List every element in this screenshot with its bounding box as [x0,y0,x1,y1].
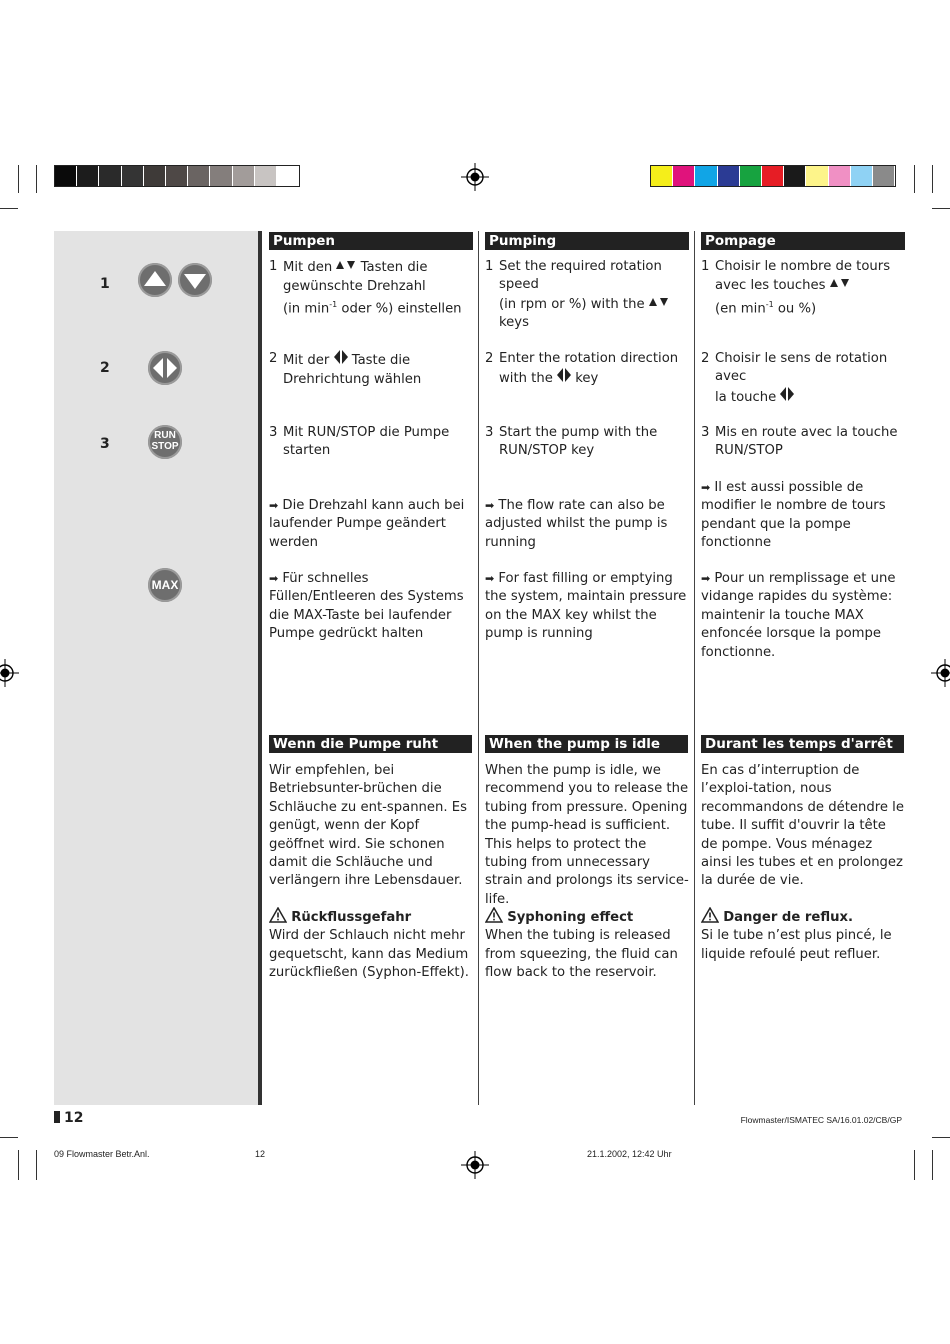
slug-datetime: 21.1.2002, 12:42 Uhr [587,1149,672,1159]
warning-icon [269,910,287,925]
direction-key-icon [557,368,571,388]
run-stop-key-icon: RUN STOP [148,425,182,459]
max-key-icon: MAX [148,568,182,602]
arrow-right-icon: ➡ [485,572,495,585]
step-number: 2 [100,360,110,376]
gray-swatch [99,166,121,186]
step-2-text: 2 Choisir le sens de rotation avec la touche [701,350,907,407]
gray-swatch [277,166,299,186]
step-1-text: 1 Set the required rotation speed (in rpm or %) with the keys [485,258,691,333]
arrow-right-icon: ➡ [485,499,495,512]
color-bar [650,165,896,187]
direction-key-icon [148,351,182,385]
down-key-icon [178,263,212,297]
french-column [701,232,905,1032]
color-swatch [695,166,717,186]
color-swatch [806,166,828,186]
grayscale-bar [54,165,300,187]
color-swatch [718,166,740,186]
note-max: ➡ Für schnelles Füllen/Entleeren des Systems die MAX-Taste bei laufender Pumpe gedrückt halten [269,571,464,642]
warning-block: Rückflussgefahr Wird der Schlauch nicht mehr gequetscht, kann das Medium zurückfließen (Syphon-Effekt). [269,910,469,981]
note-speed: ➡ The flow rate can also be adjusted whilst the pump is running [485,498,668,550]
direction-key-icon [780,387,794,407]
section-header: Pumping [485,232,689,250]
arrow-right-icon: ➡ [701,572,711,585]
slug-filename: 09 Flowmaster Betr.Anl. [54,1149,150,1159]
registration-mark-icon [461,163,489,191]
arrow-right-icon: ➡ [701,481,711,494]
arrow-right-icon: ➡ [269,572,279,585]
color-swatch [851,166,873,186]
color-swatch [740,166,762,186]
color-swatch [873,166,895,186]
idle-text: Wir empfehlen, bei Betriebsunter-brüchen die Schläuche zu ent-spannen. Es genügt, wenn der Kopf geöffnet wird. Sie schonen damit die Schläuche und verlängern ihre Lebensdauer. [269,763,467,889]
section-header: Pompage [701,232,905,250]
section-header-idle: When the pump is idle [485,735,688,753]
warning-icon [485,910,503,925]
color-swatch [651,166,673,186]
column-divider [478,231,479,1105]
gray-swatch [55,166,77,186]
german-column [269,232,473,1032]
registration-mark-icon [931,659,950,687]
warning-block: Syphoning effect When the tubing is released from squeezing, the fluid can flow back to the reservoir. [485,910,678,981]
up-down-keys-icon [336,258,356,276]
english-column [485,232,689,1032]
color-swatch [829,166,851,186]
note-speed: ➡ Die Drehzahl kann auch bei laufender Pumpe geändert werden [269,498,465,550]
column-divider [694,231,695,1105]
step-3-text: 3 Mit RUN/STOP die Pumpe starten [269,425,450,459]
section-header-idle: Durant les temps d'arrêt [701,735,904,753]
section-header: Pumpen [269,232,473,250]
registration-mark-icon [461,1151,489,1179]
note-max: ➡ Pour un remplissage et une vidange rapides du système: maintenir la touche MAX enfoncée lorsque la pompe fonctionne. [701,571,896,660]
section-header-idle: Wenn die Pumpe ruht [269,735,472,753]
up-key-icon [138,263,172,297]
step-3-text: 3 Start the pump with the RUN/STOP key [485,425,658,459]
slug-page: 12 [255,1149,266,1159]
warning-block: Danger de reflux. Si le tube n’est plus pincé, le liquide refoulé peut refluer. [701,910,892,962]
step-1-text: 1 Mit den Tasten die gewünschte Drehzahl (in $\min^{-1}$ oder %) einstellen [269,259,462,317]
gray-swatch [77,166,99,186]
gray-swatch [233,166,255,186]
idle-text: En cas d’interruption de l’exploi-tation, nous recommandons de détendre le tube. Il suffit d'ouvrir la tête de pompe. Vous ménagez ainsi les tubes et en prolongez la durée de vie. [701,763,904,889]
color-swatch [784,166,806,186]
arrow-right-icon: ➡ [269,499,279,512]
color-swatch [762,166,784,186]
gray-swatch [166,166,188,186]
gray-swatch [122,166,144,186]
up-down-keys-icon [830,276,850,294]
note-speed: ➡ Il est aussi possible de modifier le nombre de tours pendant que la pompe fonctionne [701,480,886,551]
color-swatch [673,166,695,186]
step-3-text: 3 Mis en route avec la touche RUN/STOP [701,425,898,459]
column-rule [258,231,262,1105]
gray-swatch [188,166,210,186]
step-2-text: 2 Mit der Taste die Drehrichtung wählen [269,351,422,387]
page-number: 12 [54,1110,83,1126]
step-number: 1 [100,276,110,292]
note-max: ➡ For fast filling or emptying the system, maintain pressure on the MAX key whilst the pump is running [485,571,687,642]
gray-swatch [255,166,277,186]
step-1-text: 1 Choisir le nombre de tours avec les touches (en $\min^{-1}$ ou %) [701,259,891,317]
idle-text: When the pump is idle, we recommend you to release the tubing from pressure. Opening the pump-head is sufficient. This helps to protect the tubing from unnecessary strain and prolongs its service-life. [485,763,689,907]
warning-icon [701,910,719,925]
up-down-keys-icon [649,295,669,313]
gray-swatch [210,166,232,186]
registration-mark-icon [0,659,19,687]
footer-reference: Flowmaster/ISMATEC SA/16.01.02/CB/GP [740,1115,902,1125]
step-number: 3 [100,436,110,452]
step-2-text: 2 Enter the rotation direction with the key [485,350,691,389]
gray-swatch [144,166,166,186]
direction-key-icon [334,350,348,370]
